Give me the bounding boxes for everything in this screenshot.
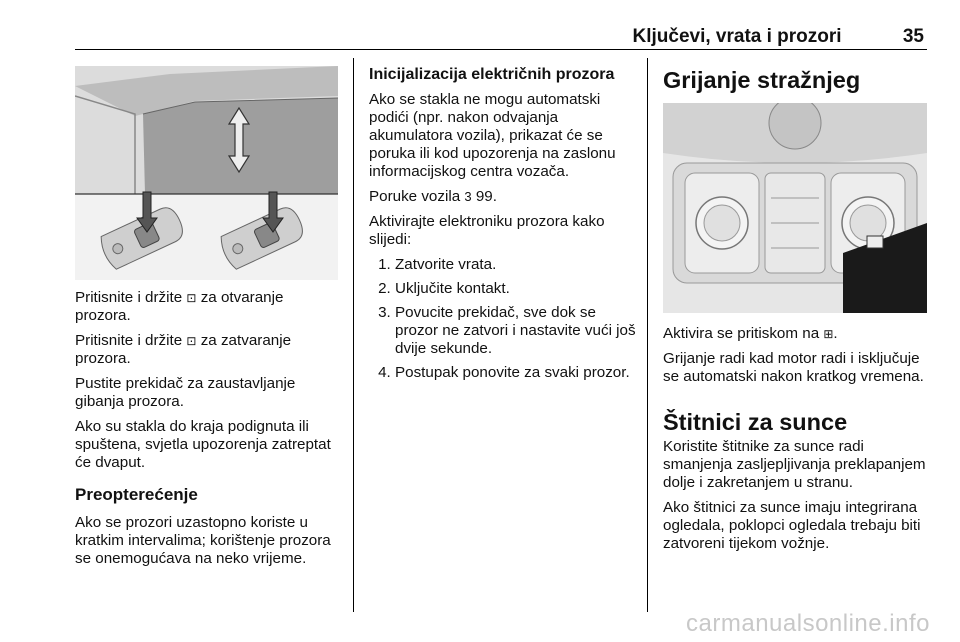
list-item: 2. Uključite kontakt. [395,280,637,298]
paragraph-vehicle-messages: Poruke vozila 3 99. [369,188,497,205]
window-keyfob-illustration [75,66,338,280]
header-rule [75,49,927,50]
paragraph-close: Pritisnite i držite ⊡ za zatvaranje prozora. [75,332,292,367]
paragraph-warning: Ako su stakla do kraja podignuta ili spuštena, svjetla upozorenja zatreptat će dvaput. [75,418,331,471]
window-down-icon: ⊡ [186,291,197,305]
window-up-icon: ⊡ [186,334,197,348]
list-item: 3. Povucite prekidač, sve dok se prozor ne zatvori i nastavite vući još dvije sekunde. [395,304,637,358]
paragraph-init-intro: Ako se stakla ne mogu automatski podići (npr. nakon odvajanja akumulatora vozila), prikazat će se poruka ili kod upozorenja na zaslonu informacijskog centra vozača. [369,91,616,180]
paragraph-visors-mirrors: Ako štitnici za sunce imaju integrirana ogledala, poklopci ogledala trebaju biti zatvoreni tijekom vožnje. [663,499,921,552]
column-divider-2 [647,58,648,612]
heading-overload: Preopterećenje [75,485,198,504]
column-middle [369,66,637,388]
page-ref-icon[interactable]: 3 [464,189,472,204]
climate-control-panel-illustration [663,103,927,313]
paragraph-overload: Ako se prozori uzastopno koriste u kratkim intervalima; korištenje prozora se onemogućava na neko vrijeme. [75,514,331,567]
heading-sun-visors: Štitnici za sunce [663,409,848,435]
heading-initialization: Inicijalizacija električnih prozora [369,66,615,83]
column-divider-1 [353,58,354,612]
watermark: carmanualsonline.info [686,610,930,637]
list-item: 4. Postupak ponovite za svaki prozor. [395,364,637,382]
paragraph-activate: Aktivirajte elektroniku prozora kako slijedi: [369,213,605,248]
rear-defrost-button [867,236,883,248]
page-header [633,26,925,48]
paragraph-heating-auto-off: Grijanje radi kad motor radi i isključuje se automatski nakon kratkog vremena. [663,350,924,385]
page-number: 35 [902,26,924,47]
heading-rear-window-heating: Grijanje stražnjeg [663,67,861,93]
column-left [75,289,337,575]
column-right-text [663,325,928,560]
paragraph-activation: Aktivira se pritiskom na ⊞. [663,325,838,342]
chapter-title: Ključevi, vrata i prozori [632,26,842,47]
list-item: 1. Zatvorite vrata. [395,256,637,274]
steps-list [369,256,637,382]
paragraph-open: Pritisnite i držite ⊡ za otvaranje prozora. [75,289,284,324]
rear-defrost-icon: ⊞ [823,327,834,341]
paragraph-visors-use: Koristite štitnike za sunce radi smanjenja zasljepljivanja preklapanjem dolje i zakretanjem u stranu. [663,438,926,491]
paragraph-release: Pustite prekidač za zaustavljanje gibanja prozora. [75,375,296,410]
